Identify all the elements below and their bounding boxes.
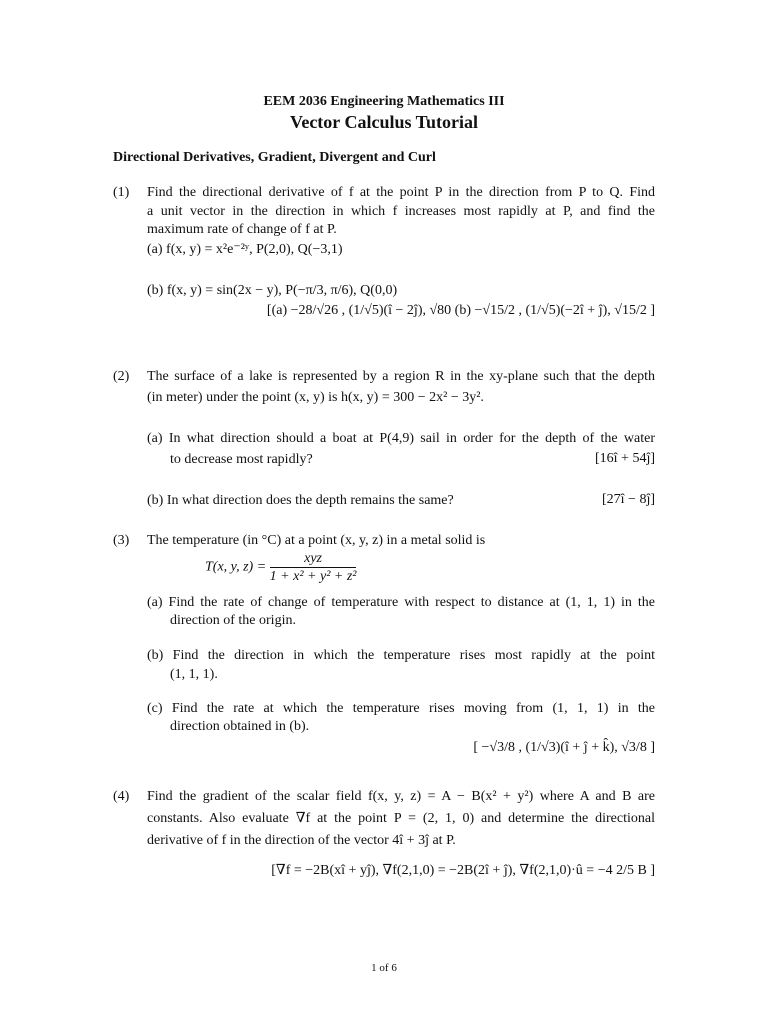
q2-b-line: (b) In what direction does the depth remains the same? — [147, 493, 454, 508]
q2-a-line1: (a) In what direction should a boat at P(4,9) sail in order for the depth of the water — [147, 431, 655, 446]
q4-line3: derivative of f in the direction of the vector 4î + 3ĵ at P. — [147, 833, 456, 848]
q1-line3: maximum rate of change of f at P. — [147, 222, 337, 237]
q3-formula-fraction — [270, 550, 357, 585]
q3-answer: [ −√3/8 , (1/√3)(î + ĵ + k̂), √3/8 ] — [473, 740, 655, 755]
q3-c-line1: (c) Find the rate at which the temperature rises moving from (1, 1, 1) in the — [147, 701, 655, 716]
q3-a-line1: (a) Find the rate of change of temperature with respect to distance at (1, 1, 1) in the — [147, 595, 655, 610]
q1-part-a: (a) f(x, y) = x²e⁻²ʸ, P(2,0), Q(−3,1) — [147, 242, 343, 257]
q4-line2: constants. Also evaluate ∇f at the point P = (2, 1, 0) and determine the directional — [147, 811, 655, 826]
q2-a-answer: [16î + 54ĵ] — [595, 451, 655, 466]
page-number: 1 of 6 — [371, 962, 397, 974]
q3-line1: The temperature (in °C) at a point (x, y, z) in a metal solid is — [147, 533, 486, 548]
course-heading: EEM 2036 Engineering Mathematics III — [263, 94, 505, 109]
q3-a-line2: direction of the origin. — [170, 613, 296, 628]
q3-formula-lhs: T(x, y, z) = — [205, 559, 267, 575]
q3-number: (3) — [113, 533, 130, 548]
q4-answer: [∇f = −2B(xî + yĵ), ∇f(2,1,0) = −2B(2î + ĵ), ∇f(2,1,0)·û = −4 2/5 B ] — [271, 863, 655, 878]
section-title: Directional Derivatives, Gradient, Divergent and Curl — [113, 150, 436, 165]
q1-answer: [(a) −28/√26 , (1/√5)(î − 2ĵ), √80 (b) −√15/2 , (1/√5)(−2î + ĵ), √15/2 ] — [266, 303, 655, 318]
q2-number: (2) — [113, 369, 130, 384]
q3-formula-denominator: 1 + x² + y² + z² — [269, 569, 357, 584]
q2-b-answer: [27î − 8ĵ] — [602, 492, 655, 507]
q1-number: (1) — [113, 185, 130, 200]
q3-formula-numerator: xyz — [270, 550, 357, 568]
q3-formula — [205, 550, 356, 585]
q1-line1: Find the directional derivative of f at the point P in the direction from P to Q. Find — [147, 185, 655, 200]
q4-number: (4) — [113, 789, 130, 804]
q1-part-b: (b) f(x, y) = sin(2x − y), P(−π/3, π/6), Q(0,0) — [147, 283, 398, 298]
q1-line2: a unit vector in the direction in which f increases most rapidly at P, and find the — [147, 204, 655, 219]
q3-c-line2: direction obtained in (b). — [170, 719, 310, 734]
q3-b-line2: (1, 1, 1). — [170, 667, 218, 682]
q2-line2: (in meter) under the point (x, y) is h(x, y) = 300 − 2x² − 3y². — [147, 390, 484, 405]
q4-line1: Find the gradient of the scalar field f(x, y, z) = A − B(x² + y²) where A and B are — [147, 789, 655, 804]
q2-a-line2: to decrease most rapidly? — [170, 452, 313, 467]
tutorial-title: Vector Calculus Tutorial — [289, 112, 479, 132]
q2-line1: The surface of a lake is represented by a region R in the xy-plane such that the depth — [147, 369, 655, 384]
q3-b-line1: (b) Find the direction in which the temperature rises most rapidly at the point — [147, 648, 655, 663]
